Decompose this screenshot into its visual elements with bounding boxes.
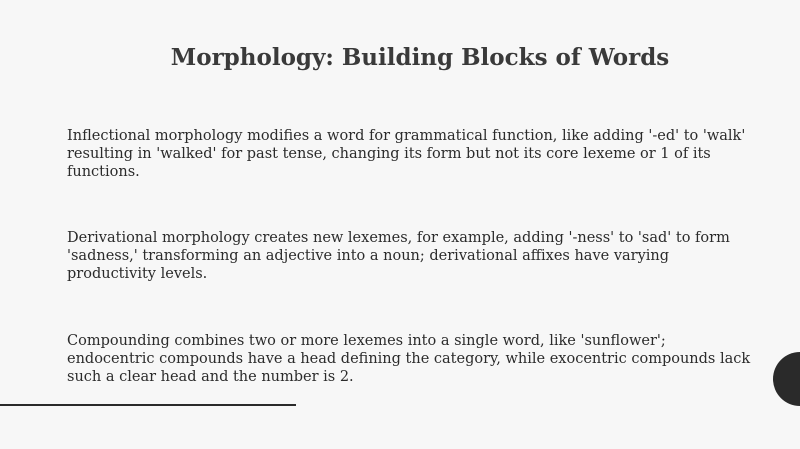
- decorative-divider-line: [0, 404, 296, 406]
- slide-title: Morphology: Building Blocks of Words: [170, 44, 670, 72]
- decorative-circle: [773, 352, 800, 406]
- paragraph-derivational: Derivational morphology creates new lexemes, for example, adding '-ness' to 'sad' to form 'sadness,' transforming an adjective into a noun; derivational affixes have varying productivity levels.: [67, 230, 730, 282]
- paragraph-inflectional: Inflectional morphology modifies a word for grammatical function, like adding '-ed' to 'walk' resulting in 'walked' for past tense, changing its form but not its core lexeme or 1 of its functions.: [67, 128, 746, 180]
- paragraph-compounding: Compounding combines two or more lexemes into a single word, like 'sunflower'; endocentric compounds have a head defining the category, while exocentric compounds lack such a clear head and the number is 2.: [67, 333, 751, 385]
